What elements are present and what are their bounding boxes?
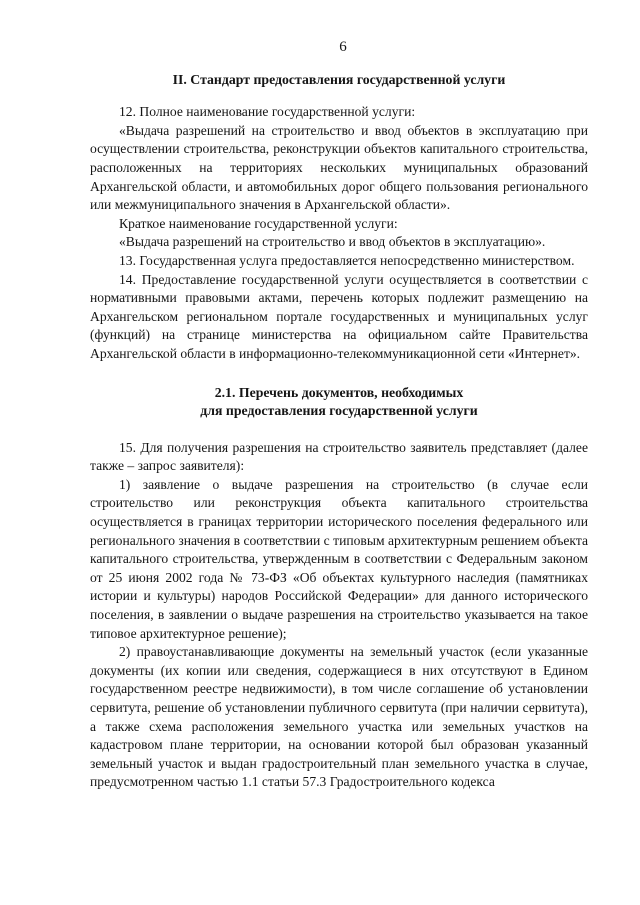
subsection-title-line-2: для предоставления государственной услуги <box>200 403 478 419</box>
paragraph-short-service-name: «Выдача разрешений на строительство и ввод объектов в эксплуатацию». <box>119 234 546 250</box>
paragraph-14: 14. Предоставление государственной услуги осуществляется в соответствии с нормативными правовыми актами, перечень которых подлежит размещению на Архангельском региональном портале государственных и муниципальных услуг (функций) на странице министерства на официальном сайте Правительства Архангельской области в информационно-телекоммуникационной сети «Интернет». <box>90 271 588 361</box>
paragraph-15-item-1: 1) заявление о выдаче разрешения на строительство (в случае если строительство или реконструкция объекта капитального строительства осуществляется в границах территории исторического поселения федерального или регионального значения в соответствии с типовым архитектурным решением объекта капитального строительства, утвержденным в соответствии с Федеральным законом от 25 июня 2002 года № 73-ФЗ «Об объектах культурного наследия (памятниках истории и культуры) народов Российской Федерации» для данного исторического поселения, в заявлении о выдаче разрешения на строительство указывается на такое типовое архитектурное решение); <box>90 476 588 641</box>
section-title: II. Стандарт предоставления государственной услуги <box>172 71 506 87</box>
subsection-title-line-1: 2.1. Перечень документов, необходимых <box>214 384 464 400</box>
paragraph-13: 13. Государственная услуга предоставляется непосредственно министерством. <box>119 252 575 268</box>
subsection-title <box>90 384 588 421</box>
document-page <box>90 38 588 792</box>
paragraph-12-heading: 12. Полное наименование государственной услуги: <box>119 104 416 120</box>
paragraph-15-item-2: 2) правоустанавливающие документы на земельный участок (если указанные документы (их копии или сведения, содержащиеся в них отсутствуют в Едином государственном реестре недвижимости), в том числе соглашение об установлении сервитута, решение об установлении публичного сервитута (при наличии сервитута), а также схема расположения земельного участка или земельных участков на кадастровом плане территории, на основании которой был образован указанный земельный участок и выдан градостроительный план земельного участка в случае, предусмотренном частью 1.1 статьи 57.3 Градостроительного кодекса <box>90 644 588 790</box>
scan-artifact-mark <box>40 395 43 407</box>
page-number: 6 <box>339 39 347 55</box>
paragraph-15: 15. Для получения разрешения на строительство заявитель представляет (далее также – запрос заявителя): <box>90 439 588 474</box>
paragraph-short-name-heading: Краткое наименование государственной услуги: <box>119 215 398 231</box>
paragraph-full-service-name: «Выдача разрешений на строительство и ввод объектов в эксплуатацию при осуществлении строительства, реконструкции объектов капитального строительства, расположенных на территориях нескольких муниципальных образований Архангельской области, и автомобильных дорог общего пользования регионального или межмуниципального значения в Архангельской области». <box>90 122 588 213</box>
